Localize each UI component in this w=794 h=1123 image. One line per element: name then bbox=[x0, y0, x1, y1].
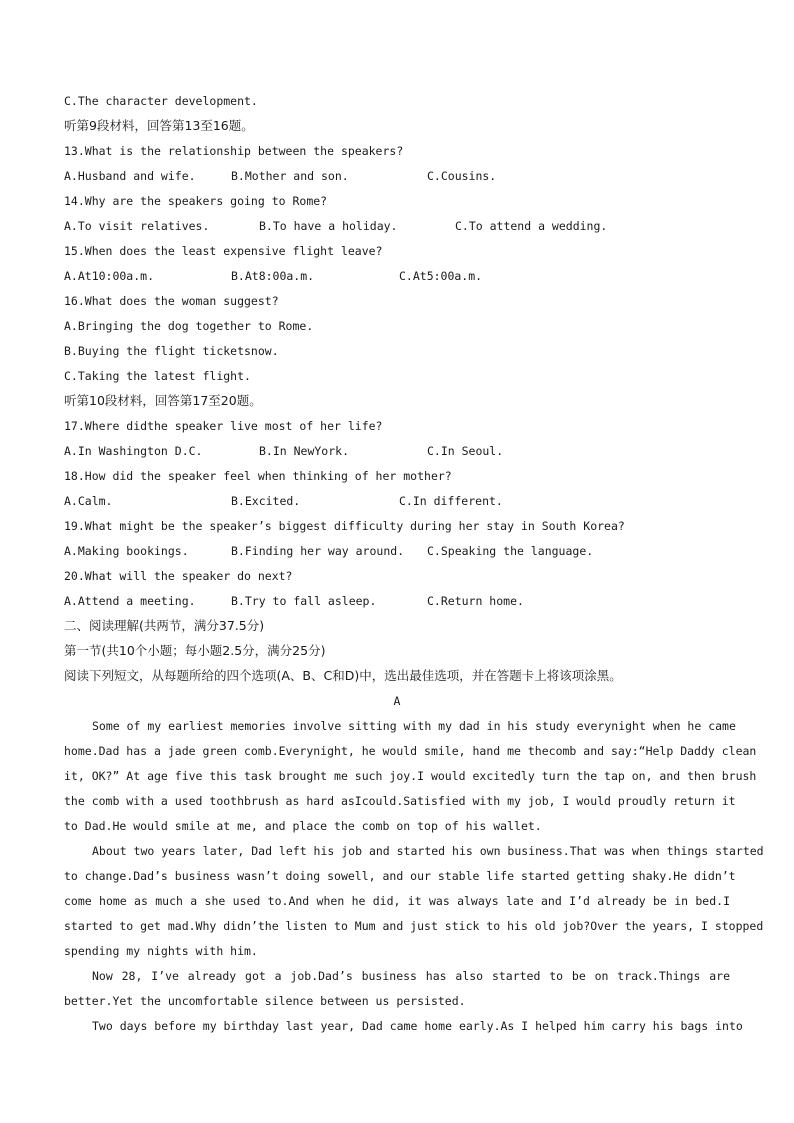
q18-option-a: A.Calm. bbox=[64, 494, 113, 508]
passage-line: Two days before my birthday last year, Dad came home early.As I helped him carry his bags into bbox=[92, 1019, 743, 1033]
q13-option-b: B.Mother and son. bbox=[231, 169, 349, 183]
reading-instructions: 阅读下列短文，从每题所给的四个选项(A、B、C和D)中，选出最佳选项，并在答题卡上将该项涂黑。 bbox=[64, 668, 622, 683]
section-heading-9: 听第9段材料，回答第13至16题。 bbox=[64, 118, 254, 133]
q19-option-b: B.Finding her way around. bbox=[231, 544, 405, 558]
q19-option-a: A.Making bookings. bbox=[64, 544, 189, 558]
question-16: 16.What does the woman suggest? bbox=[64, 294, 279, 308]
question-19: 19.What might be the speaker’s biggest difficulty during her stay in South Korea? bbox=[64, 519, 625, 533]
q14-option-a: A.To visit relatives. bbox=[64, 219, 210, 233]
passage-line: Now 28, I’ve already got a job.Dad’s business has also started to be on track.Things are bbox=[92, 969, 730, 983]
q16-option-a: A.Bringing the dog together to Rome. bbox=[64, 319, 314, 333]
question-20: 20.What will the speaker do next? bbox=[64, 569, 293, 583]
question-14: 14.Why are the speakers going to Rome? bbox=[64, 194, 328, 208]
passage-line: to change.Dad’s business wasn’t doing sowell, and our stable life started getting shaky.He didn’t bbox=[64, 869, 736, 883]
q15-option-a: A.At10:00a.m. bbox=[64, 269, 155, 283]
q16-option-b: B.Buying the flight ticketsnow. bbox=[64, 344, 279, 358]
passage-a-label: A bbox=[393, 694, 401, 708]
passage-line: spending my nights with him. bbox=[64, 944, 258, 958]
passage-line: About two years later, Dad left his job and started his own business.That was when things started bbox=[92, 844, 764, 858]
q14-option-c: C.To attend a wedding. bbox=[455, 219, 608, 233]
q18-option-c: C.In different. bbox=[399, 494, 503, 508]
passage-line: home.Dad has a jade green comb.Everynight, he would smile, hand me thecomb and say:“Help Daddy clean bbox=[64, 744, 757, 758]
question-17: 17.Where didthe speaker live most of her life? bbox=[64, 419, 383, 433]
passage-line: it, OK?” At age five this task brought me such joy.I would excitedly turn the tap on, and then brush bbox=[64, 769, 757, 783]
reading-section-heading: 二、阅读理解(共两节，满分37.5分) bbox=[64, 618, 265, 633]
q13-option-c: C.Cousins. bbox=[427, 169, 497, 183]
q17-option-a: A.In Washington D.C. bbox=[64, 444, 203, 458]
question-15: 15.When does the least expensive flight leave? bbox=[64, 244, 383, 258]
q13-option-a: A.Husband and wife. bbox=[64, 169, 196, 183]
q16-option-c: C.Taking the latest flight. bbox=[64, 369, 251, 383]
q15-option-c: C.At5:00a.m. bbox=[399, 269, 483, 283]
q20-option-a: A.Attend a meeting. bbox=[64, 594, 196, 608]
q20-option-c: C.Return home. bbox=[427, 594, 524, 608]
q17-option-c: C.In Seoul. bbox=[427, 444, 504, 458]
passage-line: started to get mad.Why didn’the listen to Mum and just stick to his old job?Over the years, I stopped bbox=[64, 919, 764, 933]
q18-option-b: B.Excited. bbox=[231, 494, 301, 508]
passage-line: the comb with a used toothbrush as hard asIcould.Satisfied with my job, I would proudly return it bbox=[64, 794, 736, 808]
q20-option-b: B.Try to fall asleep. bbox=[231, 594, 377, 608]
q15-option-b: B.At8:00a.m. bbox=[231, 269, 315, 283]
question-18: 18.How did the speaker feel when thinking of her mother? bbox=[64, 469, 452, 483]
passage-line: come home as much a she used to.And when he did, it was always late and I’d already be in bed.I bbox=[64, 894, 730, 908]
passage-line: to Dad.He would smile at me, and place the comb on top of his wallet. bbox=[64, 819, 542, 833]
q17-option-b: B.In NewYork. bbox=[259, 444, 350, 458]
section-heading-10: 听第10段材料，回答第17至20题。 bbox=[64, 393, 262, 408]
passage-line: better.Yet the uncomfortable silence between us persisted. bbox=[64, 994, 466, 1008]
passage-line: Some of my earliest memories involve sitting with my dad in his study everynight when he came bbox=[92, 719, 736, 733]
reading-part1-heading: 第一节(共10个小题；每小题2.5分，满分25分) bbox=[64, 643, 326, 658]
question-13: 13.What is the relationship between the speakers? bbox=[64, 144, 404, 158]
q14-option-b: B.To have a holiday. bbox=[259, 219, 398, 233]
q19-option-c: C.Speaking the language. bbox=[427, 544, 594, 558]
option-c-line: C.The character development. bbox=[64, 94, 258, 108]
